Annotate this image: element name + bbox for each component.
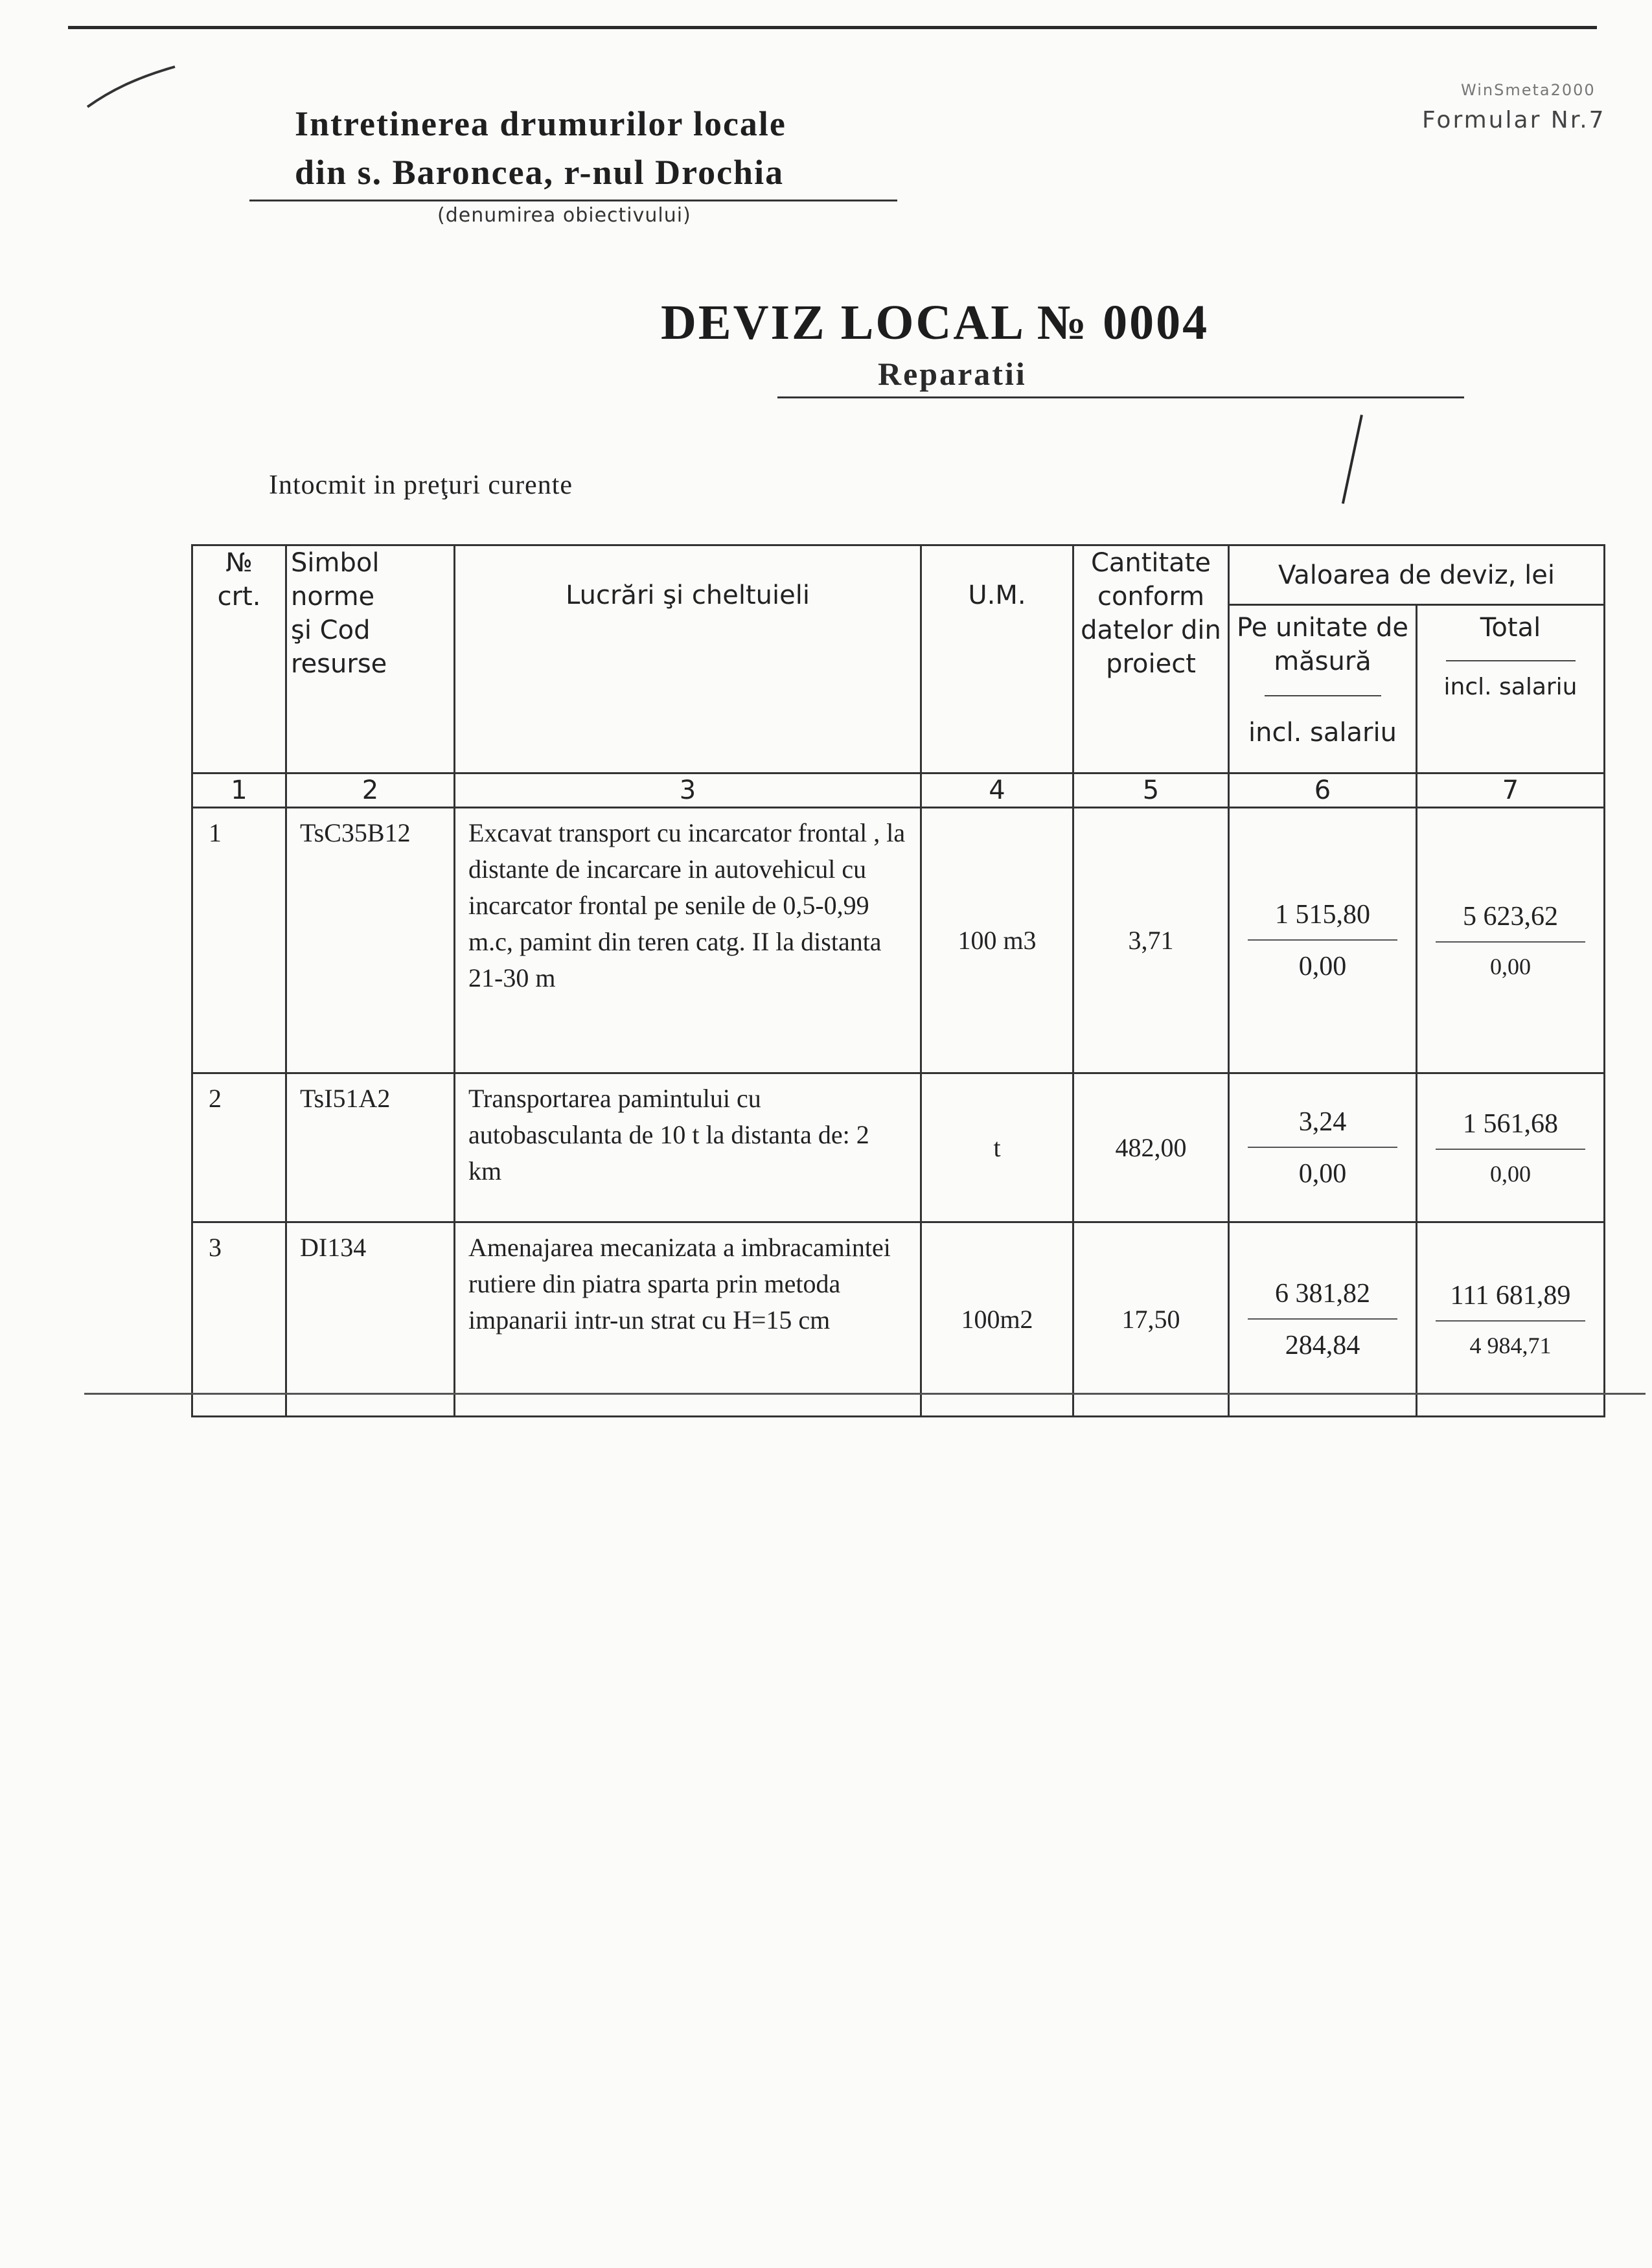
document-subtitle: Reparatii [878,356,1027,392]
table-row [192,1073,1605,1222]
table-header-row [192,545,1605,605]
row-unit-salary: 0,00 [1298,951,1347,981]
row-total-salary: 4 984,71 [1469,1332,1552,1358]
row-total-cell [1417,808,1605,1073]
row-description: Excavat transport cu incarcator frontal , la distante de incarcare in autovehicul cu incarcator frontal pe senile de 0,5-0,99 m.c, pamint din teren catg. II la distanta 21-30 m [455,808,921,1073]
header-total-salary: incl. salariu [1443,674,1577,700]
software-tag: WinSmeta2000 [1461,81,1596,99]
header-pe-unitate [1229,605,1417,773]
header-pe-unitate-label: Pe unitate de măsură [1236,613,1409,676]
column-number: 2 [286,773,455,808]
header-cantitate-label: Cantitate conform datelor din proiect [1081,548,1221,679]
column-number: 7 [1417,773,1605,808]
row-unit-salary: 284,84 [1285,1330,1360,1360]
row-total: 111 681,89 [1436,1280,1585,1322]
row-description: Amenajarea mecanizata a imbracamintei rutiere din piatra sparta prin metoda impanarii intr-un strat cu H=15 cm [455,1222,921,1417]
header-simbol [286,545,455,773]
column-number-row [192,773,1605,808]
row-nr: 1 [192,808,286,1073]
header-lucrari-label: Lucrări şi cheltuieli [566,580,810,610]
row-unit-price-cell [1229,1073,1417,1222]
row-unit-price-cell [1229,1222,1417,1417]
row-qty: 17,50 [1073,1222,1229,1417]
pen-stroke-mark [84,62,181,113]
row-code: TsI51A2 [286,1073,455,1222]
header-valoarea [1229,545,1605,605]
row-code: DI134 [286,1222,455,1417]
row-unit-price: 1 515,80 [1248,899,1397,941]
header-lucrari [455,545,921,773]
bottom-rule [84,1393,1646,1395]
prices-note: Intocmit in preţuri curente [269,470,573,500]
header-nr [192,545,286,773]
row-qty: 482,00 [1073,1073,1229,1222]
row-um: 100m2 [921,1222,1073,1417]
header-um [921,545,1073,773]
header-nr-crt: crt. [217,582,261,612]
column-number: 4 [921,773,1073,808]
header-simbol-line2: şi Cod resurse [291,615,387,679]
header-valoarea-label: Valoarea de deviz, lei [1278,560,1555,590]
header-total-divider [1446,660,1576,661]
header-total-label: Total [1480,613,1541,643]
row-nr: 3 [192,1222,286,1417]
estimate-table [191,544,1605,1417]
column-number: 6 [1229,773,1417,808]
row-code: TsC35B12 [286,808,455,1073]
object-name-underline [249,200,897,201]
subtitle-underline [777,396,1464,398]
column-number: 5 [1073,773,1229,808]
header-simbol-line1: Simbol norme [291,548,380,612]
table-row [192,808,1605,1073]
row-total-salary: 0,00 [1490,953,1531,979]
object-caption: (denumirea obiectivului) [437,204,691,227]
row-total: 1 561,68 [1436,1108,1585,1150]
column-number: 1 [192,773,286,808]
object-name-line1: Intretinerea drumurilor locale [295,104,786,143]
pen-slash-mark [1342,415,1363,504]
row-total-salary: 0,00 [1490,1160,1531,1187]
header-pe-unitate-divider [1265,695,1381,696]
row-total-cell [1417,1073,1605,1222]
column-number: 3 [455,773,921,808]
row-total: 5 623,62 [1436,901,1585,943]
row-unit-price-cell [1229,808,1417,1073]
header-cantitate [1073,545,1229,773]
header-nr-symbol: № [225,548,253,578]
row-description: Transportarea pamintului cu autobasculanta de 10 t la distanta de: 2 km [455,1073,921,1222]
object-name-line2: din s. Baroncea, r-nul Drochia [295,153,785,192]
row-nr: 2 [192,1073,286,1222]
row-unit-salary: 0,00 [1298,1158,1347,1189]
header-pe-unitate-salary: incl. salariu [1248,718,1397,748]
form-number: Formular Nr.7 [1422,107,1606,133]
top-rule [68,26,1597,29]
row-um: t [921,1073,1073,1222]
row-qty: 3,71 [1073,808,1229,1073]
row-unit-price: 6 381,82 [1248,1278,1397,1320]
document-title: DEVIZ LOCAL № 0004 [661,295,1210,350]
row-um: 100 m3 [921,808,1073,1073]
header-total [1417,605,1605,773]
row-total-cell [1417,1222,1605,1417]
row-unit-price: 3,24 [1248,1106,1397,1148]
header-um-label: U.M. [968,580,1026,610]
table-row [192,1222,1605,1417]
